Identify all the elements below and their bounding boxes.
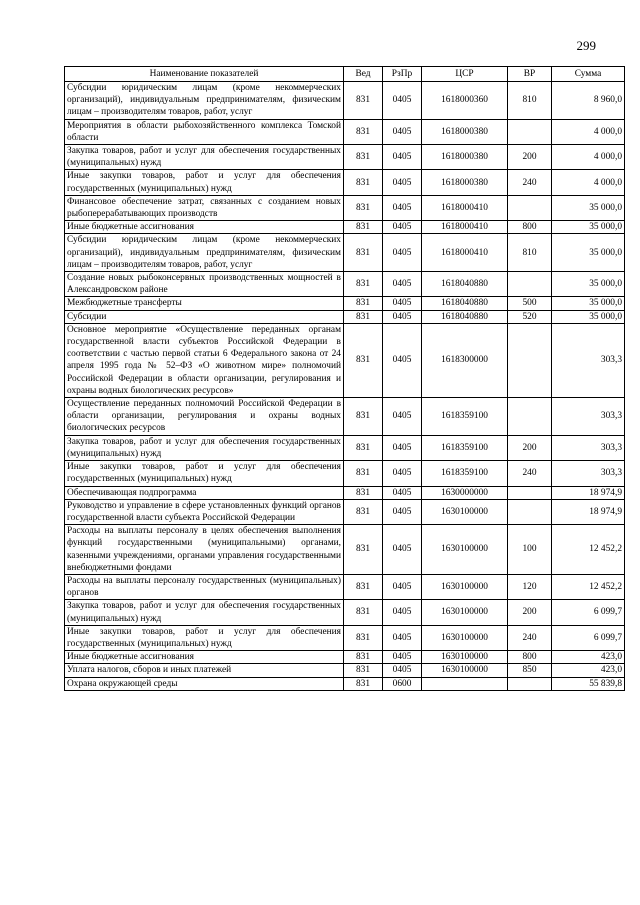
cell-csr: 1618040880 [422, 297, 508, 310]
cell-name: Руководство и управление в сфере установленных функций органов государственной власти субъекта Российской Федерации [65, 499, 344, 524]
table-row [65, 600, 625, 625]
cell-vr: 240 [508, 625, 552, 650]
cell-name: Создание новых рыбоконсервных производственных мощностей в Александровском районе [65, 272, 344, 297]
budget-table [64, 66, 625, 691]
cell-name: Межбюджетные трансферты [65, 297, 344, 310]
table-row [65, 234, 625, 272]
header-vr: ВР [508, 67, 552, 82]
cell-ved: 831 [344, 221, 383, 234]
cell-name: Мероприятия в области рыбохозяйственного комплекса Томской области [65, 119, 344, 144]
cell-sum: 12 452,2 [552, 525, 625, 575]
cell-name: Субсидии [65, 310, 344, 323]
table-row [65, 651, 625, 664]
cell-sum: 35 000,0 [552, 272, 625, 297]
table-row [65, 82, 625, 120]
cell-ved: 831 [344, 625, 383, 650]
cell-name: Закупка товаров, работ и услуг для обеспечения государственных (муниципальных) нужд [65, 145, 344, 170]
cell-vr: 500 [508, 297, 552, 310]
cell-name: Закупка товаров, работ и услуг для обеспечения государственных (муниципальных) нужд [65, 435, 344, 460]
cell-ved: 831 [344, 435, 383, 460]
cell-rzpr: 0405 [383, 664, 422, 677]
cell-csr: 1630100000 [422, 600, 508, 625]
cell-name: Финансовое обеспечение затрат, связанных с созданием новых рыбоперерабатывающих производств [65, 195, 344, 220]
table-row [65, 119, 625, 144]
cell-ved: 831 [344, 234, 383, 272]
cell-ved: 831 [344, 677, 383, 690]
cell-ved: 831 [344, 461, 383, 486]
cell-csr: 1630100000 [422, 664, 508, 677]
cell-ved: 831 [344, 82, 383, 120]
cell-csr: 1630100000 [422, 525, 508, 575]
cell-sum: 35 000,0 [552, 234, 625, 272]
cell-name: Уплата налогов, сборов и иных платежей [65, 664, 344, 677]
table-row [65, 145, 625, 170]
cell-csr: 1618040880 [422, 310, 508, 323]
cell-ved: 831 [344, 398, 383, 436]
cell-csr: 1630000000 [422, 486, 508, 499]
cell-sum: 4 000,0 [552, 145, 625, 170]
cell-csr: 1618000380 [422, 119, 508, 144]
table-row [65, 221, 625, 234]
header-rzpr: РзПр [383, 67, 422, 82]
header-name: Наименование показателей [65, 67, 344, 82]
cell-sum: 4 000,0 [552, 170, 625, 195]
cell-csr: 1618359100 [422, 398, 508, 436]
cell-vr [508, 499, 552, 524]
cell-ved: 831 [344, 119, 383, 144]
cell-sum: 6 099,7 [552, 600, 625, 625]
cell-rzpr: 0405 [383, 195, 422, 220]
cell-rzpr: 0405 [383, 119, 422, 144]
cell-vr [508, 272, 552, 297]
cell-ved: 831 [344, 486, 383, 499]
header-csr: ЦСР [422, 67, 508, 82]
cell-ved: 831 [344, 525, 383, 575]
cell-ved: 831 [344, 195, 383, 220]
cell-csr: 1618000410 [422, 234, 508, 272]
cell-name: Субсидии юридическим лицам (кроме некоммерческих организаций), индивидуальным предпринимателям, физическим лицам – производителям товаров, работ, услуг [65, 234, 344, 272]
cell-name: Расходы на выплаты персоналу в целях обеспечения выполнения функций государственными (муниципальными) органами, казенными учреждениями, органами управления государственными внебюджетными фондами [65, 525, 344, 575]
cell-vr: 120 [508, 574, 552, 599]
cell-ved: 831 [344, 651, 383, 664]
cell-csr: 1630100000 [422, 499, 508, 524]
cell-csr: 1618359100 [422, 435, 508, 460]
cell-vr: 810 [508, 82, 552, 120]
table-row [65, 525, 625, 575]
cell-name: Закупка товаров, работ и услуг для обеспечения государственных (муниципальных) нужд [65, 600, 344, 625]
cell-rzpr: 0405 [383, 234, 422, 272]
cell-sum: 35 000,0 [552, 195, 625, 220]
cell-csr: 1618000380 [422, 170, 508, 195]
cell-csr: 1630100000 [422, 625, 508, 650]
cell-ved: 831 [344, 600, 383, 625]
cell-name: Расходы на выплаты персоналу государственных (муниципальных) органов [65, 574, 344, 599]
cell-rzpr: 0405 [383, 398, 422, 436]
cell-csr: 1618000380 [422, 145, 508, 170]
header-sum: Сумма [552, 67, 625, 82]
cell-rzpr: 0405 [383, 625, 422, 650]
table-row [65, 461, 625, 486]
table-row [65, 310, 625, 323]
table-row [65, 499, 625, 524]
cell-vr: 200 [508, 145, 552, 170]
cell-vr [508, 398, 552, 436]
cell-name: Охрана окружающей среды [65, 677, 344, 690]
cell-sum: 303,3 [552, 461, 625, 486]
table-row [65, 435, 625, 460]
table-header-row [65, 67, 625, 82]
cell-ved: 831 [344, 499, 383, 524]
cell-rzpr: 0405 [383, 574, 422, 599]
cell-ved: 831 [344, 310, 383, 323]
cell-name: Осуществление переданных полномочий Российской Федерации в области организации, регулирования и охраны водных биологических ресурсов [65, 398, 344, 436]
cell-rzpr: 0405 [383, 499, 422, 524]
cell-rzpr: 0405 [383, 297, 422, 310]
cell-vr: 200 [508, 435, 552, 460]
cell-ved: 831 [344, 145, 383, 170]
cell-csr: 1618040880 [422, 272, 508, 297]
cell-sum: 18 974,9 [552, 499, 625, 524]
cell-vr [508, 677, 552, 690]
cell-csr: 1618000360 [422, 82, 508, 120]
cell-vr: 810 [508, 234, 552, 272]
cell-vr: 240 [508, 461, 552, 486]
cell-sum: 12 452,2 [552, 574, 625, 599]
cell-ved: 831 [344, 664, 383, 677]
cell-rzpr: 0405 [383, 525, 422, 575]
cell-sum: 35 000,0 [552, 297, 625, 310]
cell-sum: 4 000,0 [552, 119, 625, 144]
cell-sum: 8 960,0 [552, 82, 625, 120]
cell-ved: 831 [344, 170, 383, 195]
cell-sum: 35 000,0 [552, 221, 625, 234]
cell-name: Основное мероприятие «Осуществление переданных органам государственной власти субъектов Российской Федерации в соответствии с частью первой статьи 6 Федерального закона от 24 апреля 1995 года № 52–ФЗ «О животном мире» полномочий Российской Федерации в области организации, регулирования и охраны водных биологических ресурсов» [65, 323, 344, 397]
cell-rzpr: 0405 [383, 435, 422, 460]
table-row [65, 574, 625, 599]
cell-csr: 1630100000 [422, 574, 508, 599]
cell-sum: 303,3 [552, 398, 625, 436]
cell-rzpr: 0405 [383, 221, 422, 234]
cell-vr: 240 [508, 170, 552, 195]
cell-vr: 800 [508, 221, 552, 234]
cell-name: Субсидии юридическим лицам (кроме некоммерческих организаций), индивидуальным предпринимателям, физическим лицам – производителям товаров, работ, услуг [65, 82, 344, 120]
table-body [65, 82, 625, 691]
table-row [65, 272, 625, 297]
cell-vr: 200 [508, 600, 552, 625]
cell-vr: 100 [508, 525, 552, 575]
cell-sum: 423,0 [552, 664, 625, 677]
cell-vr: 850 [508, 664, 552, 677]
table-row [65, 664, 625, 677]
table-row [65, 195, 625, 220]
cell-rzpr: 0405 [383, 145, 422, 170]
table-row [65, 323, 625, 397]
cell-ved: 831 [344, 323, 383, 397]
cell-rzpr: 0405 [383, 486, 422, 499]
page-number: 299 [576, 38, 596, 53]
cell-sum: 18 974,9 [552, 486, 625, 499]
cell-sum: 55 839,8 [552, 677, 625, 690]
cell-name: Иные бюджетные ассигнования [65, 221, 344, 234]
cell-csr [422, 677, 508, 690]
table-row [65, 297, 625, 310]
cell-csr: 1618300000 [422, 323, 508, 397]
cell-csr: 1618000410 [422, 195, 508, 220]
table-row [65, 398, 625, 436]
cell-rzpr: 0405 [383, 651, 422, 664]
cell-rzpr: 0405 [383, 310, 422, 323]
cell-ved: 831 [344, 574, 383, 599]
cell-sum: 35 000,0 [552, 310, 625, 323]
cell-name: Иные закупки товаров, работ и услуг для обеспечения государственных (муниципальных) нужд [65, 461, 344, 486]
cell-ved: 831 [344, 272, 383, 297]
cell-sum: 303,3 [552, 323, 625, 397]
cell-rzpr: 0405 [383, 170, 422, 195]
cell-csr: 1630100000 [422, 651, 508, 664]
cell-rzpr: 0405 [383, 461, 422, 486]
cell-vr: 520 [508, 310, 552, 323]
cell-rzpr: 0405 [383, 82, 422, 120]
cell-rzpr: 0405 [383, 600, 422, 625]
header-ved: Вед [344, 67, 383, 82]
table-row [65, 677, 625, 690]
cell-rzpr: 0405 [383, 323, 422, 397]
cell-name: Иные закупки товаров, работ и услуг для обеспечения государственных (муниципальных) нужд [65, 170, 344, 195]
cell-name: Иные бюджетные ассигнования [65, 651, 344, 664]
cell-vr: 800 [508, 651, 552, 664]
cell-name: Иные закупки товаров, работ и услуг для обеспечения государственных (муниципальных) нужд [65, 625, 344, 650]
cell-rzpr: 0600 [383, 677, 422, 690]
cell-csr: 1618000410 [422, 221, 508, 234]
table-row [65, 625, 625, 650]
cell-vr [508, 119, 552, 144]
cell-vr [508, 323, 552, 397]
cell-sum: 423,0 [552, 651, 625, 664]
cell-vr [508, 195, 552, 220]
table-row [65, 170, 625, 195]
cell-csr: 1618359100 [422, 461, 508, 486]
cell-name: Обеспечивающая подпрограмма [65, 486, 344, 499]
cell-ved: 831 [344, 297, 383, 310]
cell-sum: 303,3 [552, 435, 625, 460]
cell-sum: 6 099,7 [552, 625, 625, 650]
table-row [65, 486, 625, 499]
cell-rzpr: 0405 [383, 272, 422, 297]
cell-vr [508, 486, 552, 499]
